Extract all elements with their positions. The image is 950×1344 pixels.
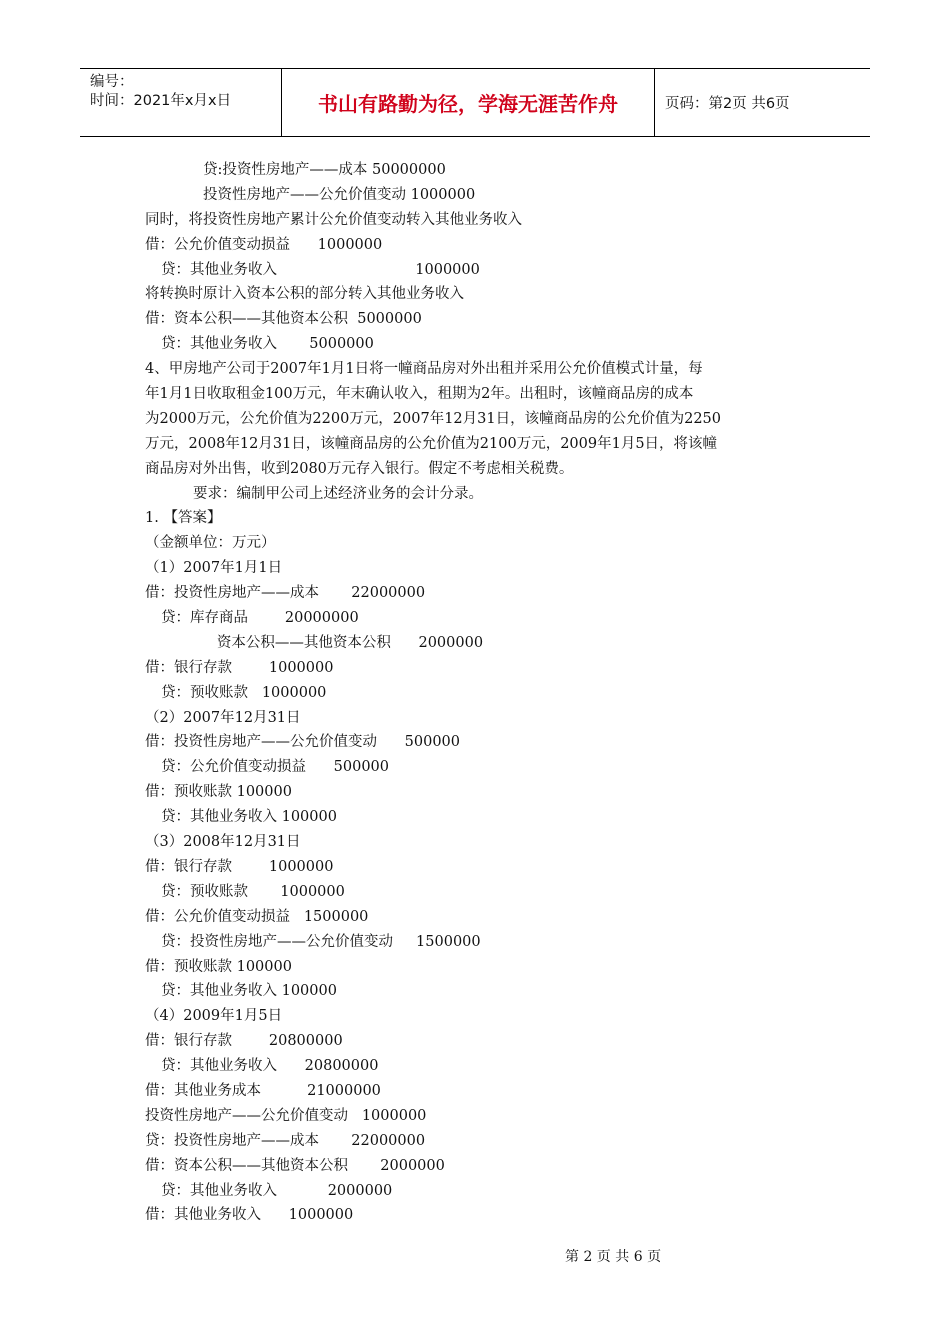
text-line: 贷：预收账款 1000000 bbox=[161, 684, 327, 701]
text-line: （金额单位：万元） bbox=[145, 535, 276, 552]
text-line: 借：预收账款 100000 bbox=[145, 958, 292, 975]
text-line: 1. 【答案】 bbox=[145, 510, 222, 527]
text-line: 贷：其他业务收入 5000000 bbox=[161, 336, 374, 353]
text-line: 借：投资性房地产——成本 22000000 bbox=[145, 585, 426, 602]
text-line: 贷：投资性房地产——成本 22000000 bbox=[145, 1132, 426, 1149]
text-line: 借：资本公积——其他资本公积 2000000 bbox=[145, 1157, 445, 1174]
text-line: （1）2007年1月1日 bbox=[145, 560, 283, 577]
text-line: 同时，将投资性房地产累计公允价值变动转入其他业务收入 bbox=[145, 211, 522, 228]
text-line: 年1月1日收取租金100万元，年末确认收入，租期为2年。出租时，该幢商品房的成本 bbox=[145, 386, 694, 403]
text-line: 贷：其他业务收入 100000 bbox=[161, 983, 337, 1000]
text-line: 贷：投资性房地产——公允价值变动 1500000 bbox=[161, 933, 481, 950]
page-header bbox=[80, 68, 870, 137]
header-page-number: 页码：第2页 共6页 bbox=[665, 96, 790, 112]
text-line: 贷：预收账款 1000000 bbox=[161, 883, 345, 900]
text-line: 借：预收账款 100000 bbox=[145, 784, 292, 801]
text-line: 借：银行存款 1000000 bbox=[145, 659, 334, 676]
text-line: 借：资本公积——其他资本公积 5000000 bbox=[145, 311, 422, 328]
text-line: 借：投资性房地产——公允价值变动 500000 bbox=[145, 734, 461, 751]
text-line: 借：公允价值变动损益 1500000 bbox=[145, 908, 369, 925]
text-line: 投资性房地产——公允价值变动 1000000 bbox=[203, 186, 476, 203]
header-left bbox=[80, 69, 282, 136]
text-line: （2）2007年12月31日 bbox=[145, 709, 301, 726]
document-body bbox=[145, 158, 825, 1228]
text-line: 资本公积——其他资本公积 2000000 bbox=[203, 634, 484, 651]
text-line: 贷：公允价值变动损益 500000 bbox=[161, 759, 390, 776]
text-line: 借：其他业务成本 21000000 bbox=[145, 1082, 381, 1099]
document-number: 编号： bbox=[90, 74, 134, 90]
text-line: 为2000万元，公允价值为2200万元，2007年12月31日，该幢商品房的公允价值为2250 bbox=[145, 410, 722, 427]
text-line: 商品房对外出售，收到2080万元存入银行。假定不考虑相关税费。 bbox=[145, 460, 574, 477]
text-line: 贷：其他业务收入 2000000 bbox=[161, 1182, 393, 1199]
text-line: 贷：其他业务收入 100000 bbox=[161, 809, 337, 826]
text-line: 贷：其他业务收入 1000000 bbox=[161, 261, 480, 278]
page-footer: 第 2 页 共 6 页 bbox=[565, 1249, 662, 1265]
text-line: 借：银行存款 20800000 bbox=[145, 1033, 343, 1050]
text-line: 要求：编制甲公司上述经济业务的会计分录。 bbox=[193, 485, 483, 502]
document-time: 时间：2021年x月x日 bbox=[90, 93, 232, 109]
text-line: 贷：其他业务收入 20800000 bbox=[161, 1058, 379, 1075]
text-line: 借：公允价值变动损益 1000000 bbox=[145, 236, 383, 253]
text-line: （3）2008年12月31日 bbox=[145, 834, 301, 851]
text-line: 投资性房地产——公允价值变动 1000000 bbox=[145, 1107, 427, 1124]
text-line: 贷：库存商品 20000000 bbox=[161, 610, 359, 627]
text-line: （4）2009年1月5日 bbox=[145, 1008, 283, 1025]
text-line: 将转换时原计入资本公积的部分转入其他业务收入 bbox=[145, 286, 464, 303]
header-motto: 书山有路勤为径，学海无涯苦作舟 bbox=[282, 69, 655, 136]
text-line: 借：其他业务收入 1000000 bbox=[145, 1207, 354, 1224]
text-line: 4、甲房地产公司于2007年1月1日将一幢商品房对外出租并采用公允价值模式计量，每 bbox=[145, 361, 703, 378]
text-line: 贷:投资性房地产——成本 50000000 bbox=[203, 162, 446, 178]
text-line: 借：银行存款 1000000 bbox=[145, 858, 334, 875]
text-line: 万元，2008年12月31日，该幢商品房的公允价值为2100万元，2009年1月5日，将该幢 bbox=[145, 435, 718, 452]
